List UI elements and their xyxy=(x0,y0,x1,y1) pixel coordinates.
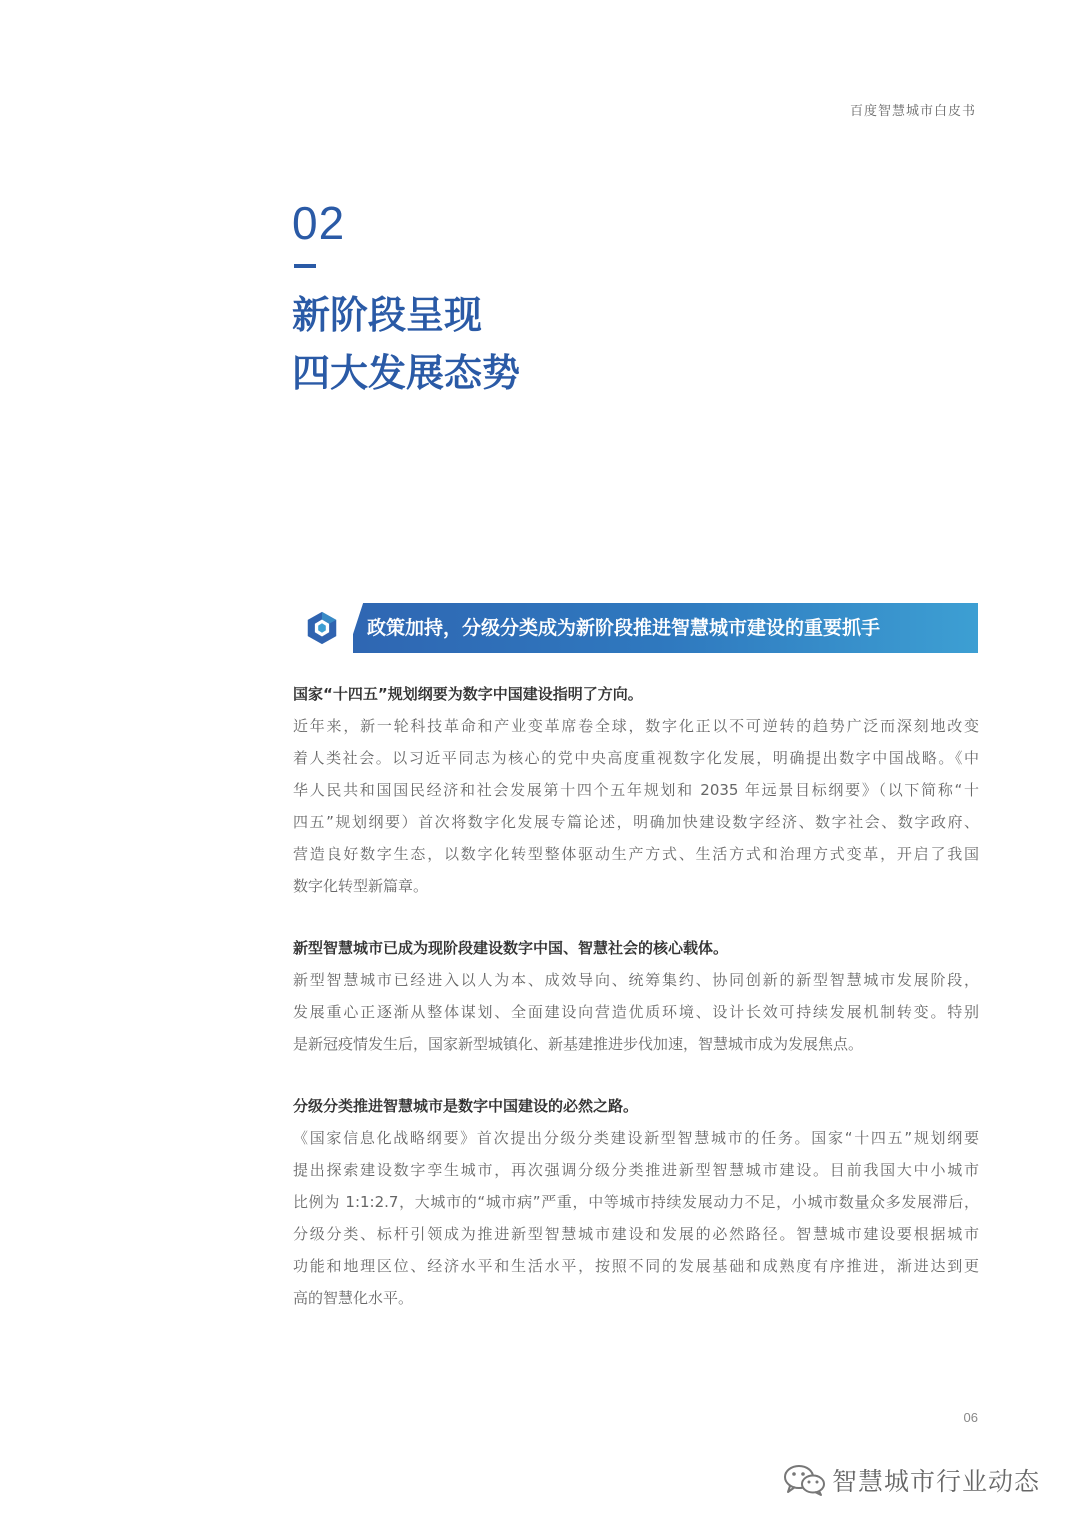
paragraph-heading: 国家“十四五”规划纲要为数字中国建设指明了方向。 xyxy=(293,685,643,703)
paragraph-2 xyxy=(293,932,979,1060)
section-banner xyxy=(293,603,978,653)
paragraph-line: 《国家信息化战略纲要》首次提出分级分类建设新型智慧城市的任务。国家“十四五”规划纲要 xyxy=(293,1129,979,1147)
paragraph-3 xyxy=(293,1090,979,1314)
paragraph-line: 功能和地理区位、经济水平和生活水平，按照不同的发展基础和成熟度有序推进，渐进达到更 xyxy=(293,1257,979,1275)
paragraph-line: 发展重心正逐渐从整体谋划、全面建设向营造优质环境、设计长效可持续发展机制转变。特别 xyxy=(293,1003,979,1021)
paragraph-line: 提出探索建设数字孪生城市，再次强调分级分类推进新型智慧城市建设。目前我国大中小城市 xyxy=(293,1161,979,1179)
paragraph-line: 是新冠疫情发生后，国家新型城镇化、新基建推进步伐加速，智慧城市成为发展焦点。 xyxy=(293,1035,864,1053)
paragraph-line: 华人民共和国国民经济和社会发展第十四个五年规划和 2035 年远景目标纲要》（以下简称“十 xyxy=(293,781,979,799)
paragraph-heading: 新型智慧城市已成为现阶段建设数字中国、智慧社会的核心载体。 xyxy=(293,939,729,957)
paragraph-line: 比例为 1:1:2.7，大城市的“城市病”严重，中等城市持续发展动力不足，小城市数量众多发展滞后， xyxy=(293,1193,979,1211)
chapter-divider xyxy=(294,264,316,268)
paragraph-line: 高的智慧化水平。 xyxy=(293,1289,414,1307)
paragraph-heading: 分级分类推进智慧城市是数字中国建设的必然之路。 xyxy=(293,1097,639,1115)
chapter-title-line-2: 四大发展态势 xyxy=(292,351,521,395)
watermark xyxy=(782,1460,1040,1500)
page-number: 06 xyxy=(963,1410,978,1425)
watermark-text: 智慧城市行业动态 xyxy=(832,1467,1041,1496)
paragraph-line: 新型智慧城市已经进入以人为本、成效导向、统筹集约、协同创新的新型智慧城市发展阶段， xyxy=(293,971,979,989)
header-title: 百度智慧城市白皮书 xyxy=(849,104,976,119)
chapter-number: 02 xyxy=(292,197,346,249)
cube-logo-icon xyxy=(303,609,341,647)
section-title: 政策加持，分级分类成为新阶段推进智慧城市建设的重要抓手 xyxy=(367,617,881,639)
paragraph-line: 数字化转型新篇章。 xyxy=(293,877,429,895)
wechat-icon xyxy=(782,1463,826,1497)
chapter-title xyxy=(292,286,520,402)
paragraph-line: 近年来，新一轮科技革命和产业变革席卷全球，数字化正以不可逆转的趋势广泛而深刻地改变 xyxy=(293,717,979,735)
chapter-title-line-1: 新阶段呈现 xyxy=(292,293,483,337)
paragraph-line: 四五”规划纲要）首次将数字化发展专篇论述，明确加快建设数字经济、数字社会、数字政府、 xyxy=(293,813,979,831)
paragraph-line: 营造良好数字生态，以数字化转型整体驱动生产方式、生活方式和治理方式变革，开启了我国 xyxy=(293,845,979,863)
paragraph-1 xyxy=(293,678,979,902)
body-text xyxy=(293,678,979,1344)
paragraph-line: 分级分类、标杆引领成为推进新型智慧城市建设和发展的必然路径。智慧城市建设要根据城市 xyxy=(293,1225,979,1243)
paragraph-line: 着人类社会。以习近平同志为核心的党中央高度重视数字化发展，明确提出数字中国战略。《中 xyxy=(293,749,979,767)
